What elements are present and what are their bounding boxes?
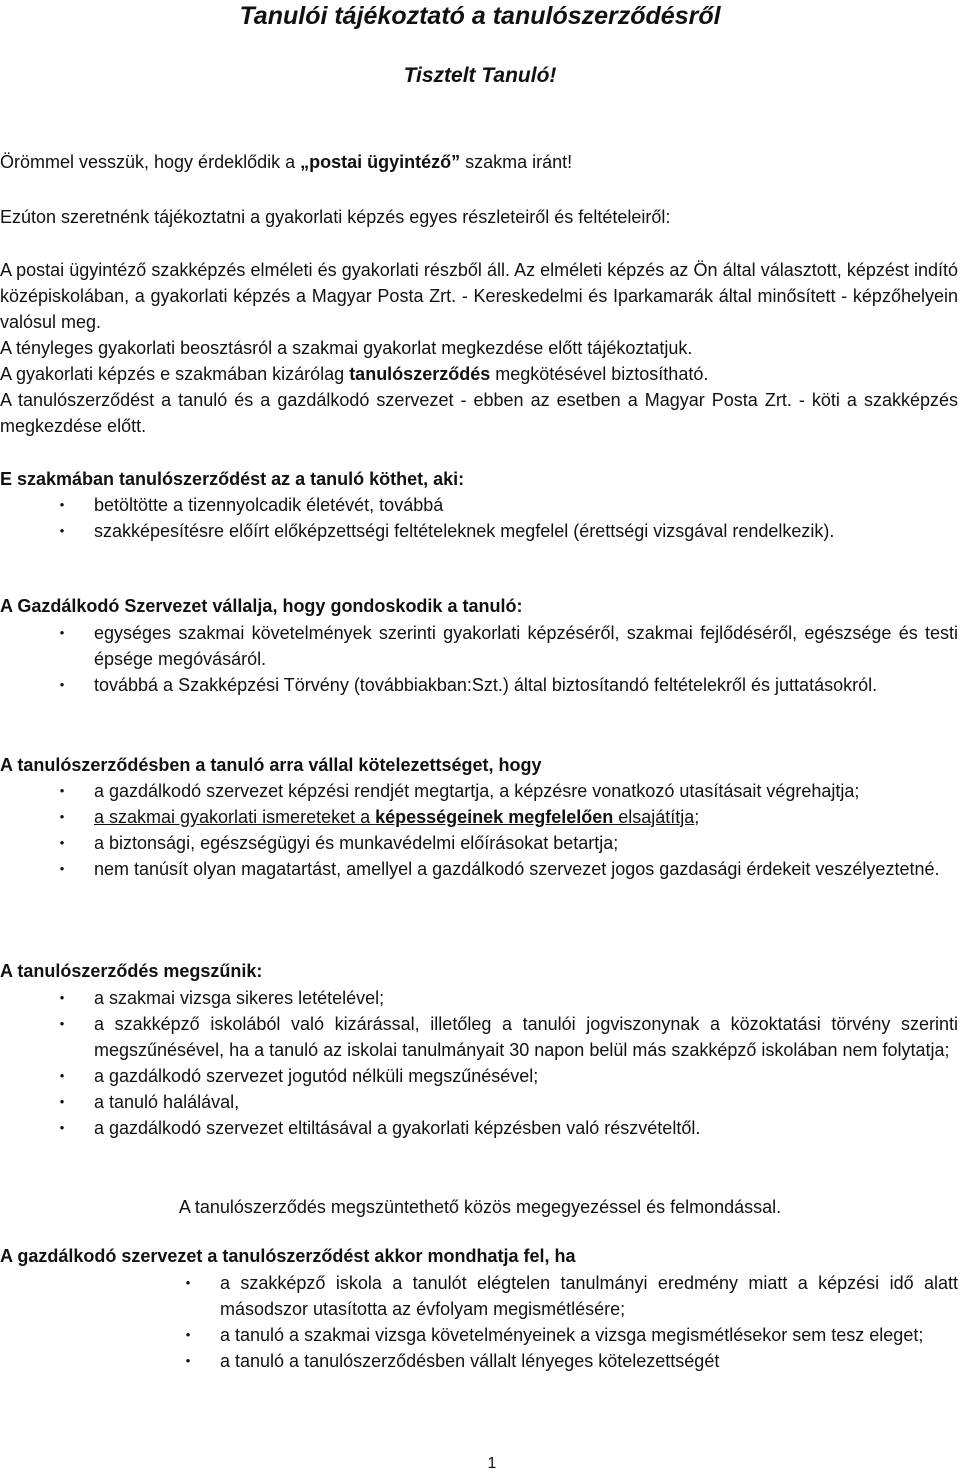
eligibility-list (59, 492, 958, 544)
employer-obligations-list (59, 620, 958, 698)
list-item: • a szakmai vizsga sikeres letételével; (94, 985, 958, 1011)
document-title: Tanulói tájékoztató a tanulószerződésről (239, 2, 721, 30)
list-item: • szakképesítésre előírt előképzettségi feltételeknek megfelel (érettségi vizsgával rendelkezik). (94, 518, 958, 544)
list-item: • a tanuló a tanulószerződésben vállalt lényeges kötelezettségét (220, 1348, 958, 1374)
termination-list (59, 985, 958, 1141)
employer-termination-list (185, 1270, 958, 1374)
underlined-obligation: a szakmai gyakorlati ismereteket a képességeinek megfelelően elsajátítja (94, 807, 695, 827)
bullet-icon: • (59, 809, 65, 824)
intro-paragraph-2: Ezúton szeretnénk tájékoztatni a gyakorlati képzés egyes részleteiről és feltételeiről: (0, 207, 671, 227)
bullet-icon: • (185, 1327, 191, 1342)
list-item: • a gazdálkodó szervezet jogutód nélküli megszűnésével; (94, 1063, 958, 1089)
list-item: • a szakképző iskola a tanulót elégtelen tanulmányi eredmény miatt a képzési idő alatt másodszor utasította az évfolyam megismétlésére; (220, 1270, 958, 1322)
list-item: • betöltötte a tizennyolcadik életévét, továbbá (94, 492, 958, 518)
assignment-paragraph: A tényleges gyakorlati beosztásról a szakmai gyakorlat megkezdése előtt tájékoztatjuk. (0, 338, 693, 358)
list-item: • a biztonsági, egészségügyi és munkavédelmi előírásokat betartja; (94, 830, 958, 856)
section-student-obligations-heading: A tanulószerződésben a tanuló arra vállal kötelezettséget, hogy (0, 755, 542, 775)
section-employer-termination-heading: A gazdálkodó szervezet a tanulószerződést akkor mondhatja fel, ha (0, 1246, 576, 1266)
bullet-icon: • (59, 1120, 65, 1135)
list-item: • a tanuló halálával, (94, 1089, 958, 1115)
bullet-icon: • (59, 1094, 65, 1109)
mutual-termination-note: A tanulószerződés megszüntethető közös megegyezéssel és felmondással. (178, 1197, 782, 1217)
bullet-icon: • (59, 783, 65, 798)
list-item: • továbbá a Szakképzési Törvény (továbbiakban:Szt.) által biztosítandó feltételekről és juttatásokról. (94, 672, 958, 698)
list-item: • a szakmai gyakorlati ismereteket a képességeinek megfelelően elsajátítja; (94, 804, 958, 830)
section-eligibility-heading: E szakmában tanulószerződést az a tanuló köthet, aki: (0, 469, 465, 489)
list-item: • nem tanúsít olyan magatartást, amellyel a gazdálkodó szervezet jogos gazdasági érdekeit veszélyeztetné. (94, 856, 958, 882)
list-item: • a gazdálkodó szervezet eltiltásával a gyakorlati képzésben való részvételtől. (94, 1115, 958, 1141)
list-item: • a tanuló a szakmai vizsga követelményeinek a vizsga megismétlésekor sem tesz eleget; (220, 1322, 958, 1348)
greeting: Tisztelt Tanuló! (403, 64, 557, 87)
student-obligations-list (59, 778, 958, 882)
section-termination-heading: A tanulószerződés megszűnik: (0, 961, 263, 981)
bullet-icon: • (185, 1275, 191, 1290)
list-item: • a gazdálkodó szervezet képzési rendjét megtartja, a képzésre vonatkozó utasításait végrehajtja; (94, 778, 958, 804)
profession-name: „postai ügyintéző” (300, 152, 461, 172)
bullet-icon: • (59, 861, 65, 876)
bullet-icon: • (59, 677, 65, 692)
list-item: • egységes szakmai követelmények szerinti gyakorlati képzéséről, szakmai fejlődéséről, egészsége és testi épsége megóvásáról. (94, 620, 958, 672)
bullet-icon: • (59, 523, 65, 538)
section-employer-heading: A Gazdálkodó Szervezet vállalja, hogy gondoskodik a tanuló: (0, 596, 523, 616)
intro-paragraph: Örömmel vesszük, hogy érdeklődik a „postai ügyintéző” szakma iránt! (0, 152, 573, 172)
contract-requirement-paragraph: A gyakorlati képzés e szakmában kizárólag tanulószerződés megkötésével biztosítható. (0, 364, 709, 384)
bullet-icon: • (185, 1353, 191, 1368)
bullet-icon: • (59, 497, 65, 512)
bullet-icon: • (59, 625, 65, 640)
page-number: 1 (487, 1455, 497, 1472)
bullet-icon: • (59, 1068, 65, 1083)
training-paragraph: A postai ügyintéző szakképzés elméleti és gyakorlati részből áll. Az elméleti képzés az Ön által választott, képzést indító középiskolában, a gyakorlati képzés a Magyar Posta Zrt. - Kereskedelmi és Iparkamarák által minősített - képzőhelyein valósul meg. (0, 260, 958, 332)
contract-signing-paragraph: A tanulószerződést a tanuló és a gazdálkodó szervezet - ebben az esetben a Magyar Posta Zrt. - köti a szakképzés megkezdése előtt. (0, 390, 958, 436)
bullet-icon: • (59, 1016, 65, 1031)
bullet-icon: • (59, 990, 65, 1005)
bullet-icon: • (59, 835, 65, 850)
list-item: • a szakképző iskolából való kizárással, illetőleg a tanulói jogviszonynak a közoktatási törvény szerinti megszűnésével, ha a tanuló az iskolai tanulmányait 30 napon belül más szakképző iskolában nem folytatja; (94, 1011, 958, 1063)
